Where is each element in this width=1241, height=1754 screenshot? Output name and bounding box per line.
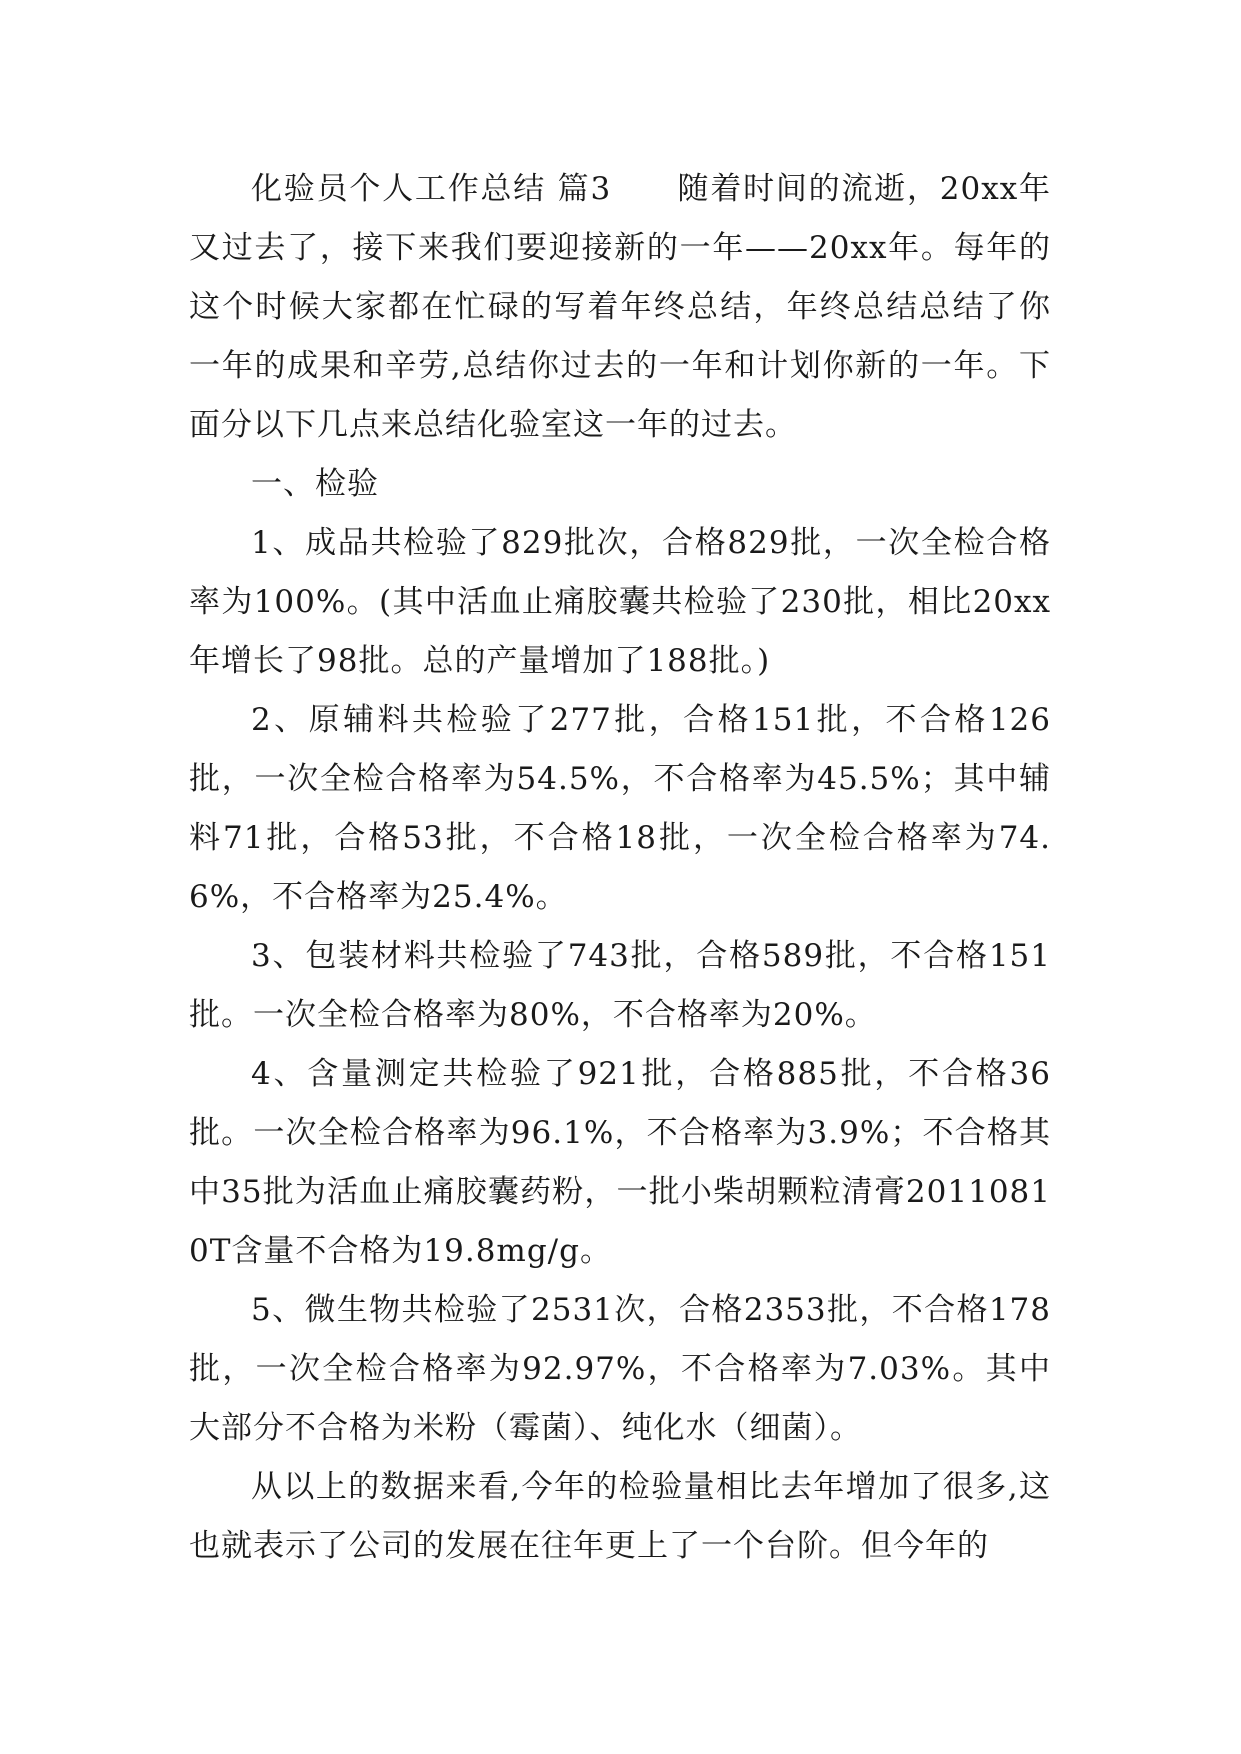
item-content-determination: 4、含量测定共检验了921批，合格885批，不合格36批。一次全检合格率为96.1%，不合格率为3.9%；不合格其中35批为活血止痛胶囊药粉，一批小柴胡颗粒清膏20110810T含量不合格为19.8mg/g。 [189,1056,1051,1269]
section-heading-inspection: 一、检验 [251,466,379,502]
item-finished-products: 1、成品共检验了829批次，合格829批，一次全检合格率为100%。(其中活血止痛胶囊共检验了230批，相比20xx年增长了98批。总的产量增加了188批。) [189,525,1051,679]
item-microbial-testing: 5、微生物共检验了2531次，合格2353批，不合格178批，一次全检合格率为92.97%，不合格率为7.03%。其中大部分不合格为米粉（霉菌）、纯化水（细菌）。 [189,1292,1051,1446]
document-body [189,160,1051,1576]
intro-paragraph: 化验员个人工作总结 篇3 随着时间的流逝，20xx年又过去了，接下来我们要迎接新的一年——20xx年。每年的这个时候大家都在忙碌的写着年终总结，年终总结总结了你一年的成果和辛劳,总结你过去的一年和计划你新的一年。下面分以下几点来总结化验室这一年的过去。 [189,171,1051,443]
item-packaging-materials: 3、包装材料共检验了743批，合格589批，不合格151批。一次全检合格率为80%，不合格率为20%。 [189,938,1051,1033]
conclusion-paragraph: 从以上的数据来看,今年的检验量相比去年增加了很多,这也就表示了公司的发展在往年更上了一个台阶。但今年的 [189,1469,1051,1564]
item-raw-materials: 2、原辅料共检验了277批，合格151批，不合格126批，一次全检合格率为54.5%，不合格率为45.5%；其中辅料71批，合格53批，不合格18批，一次全检合格率为74.6%，不合格率为25.4%。 [189,702,1051,915]
